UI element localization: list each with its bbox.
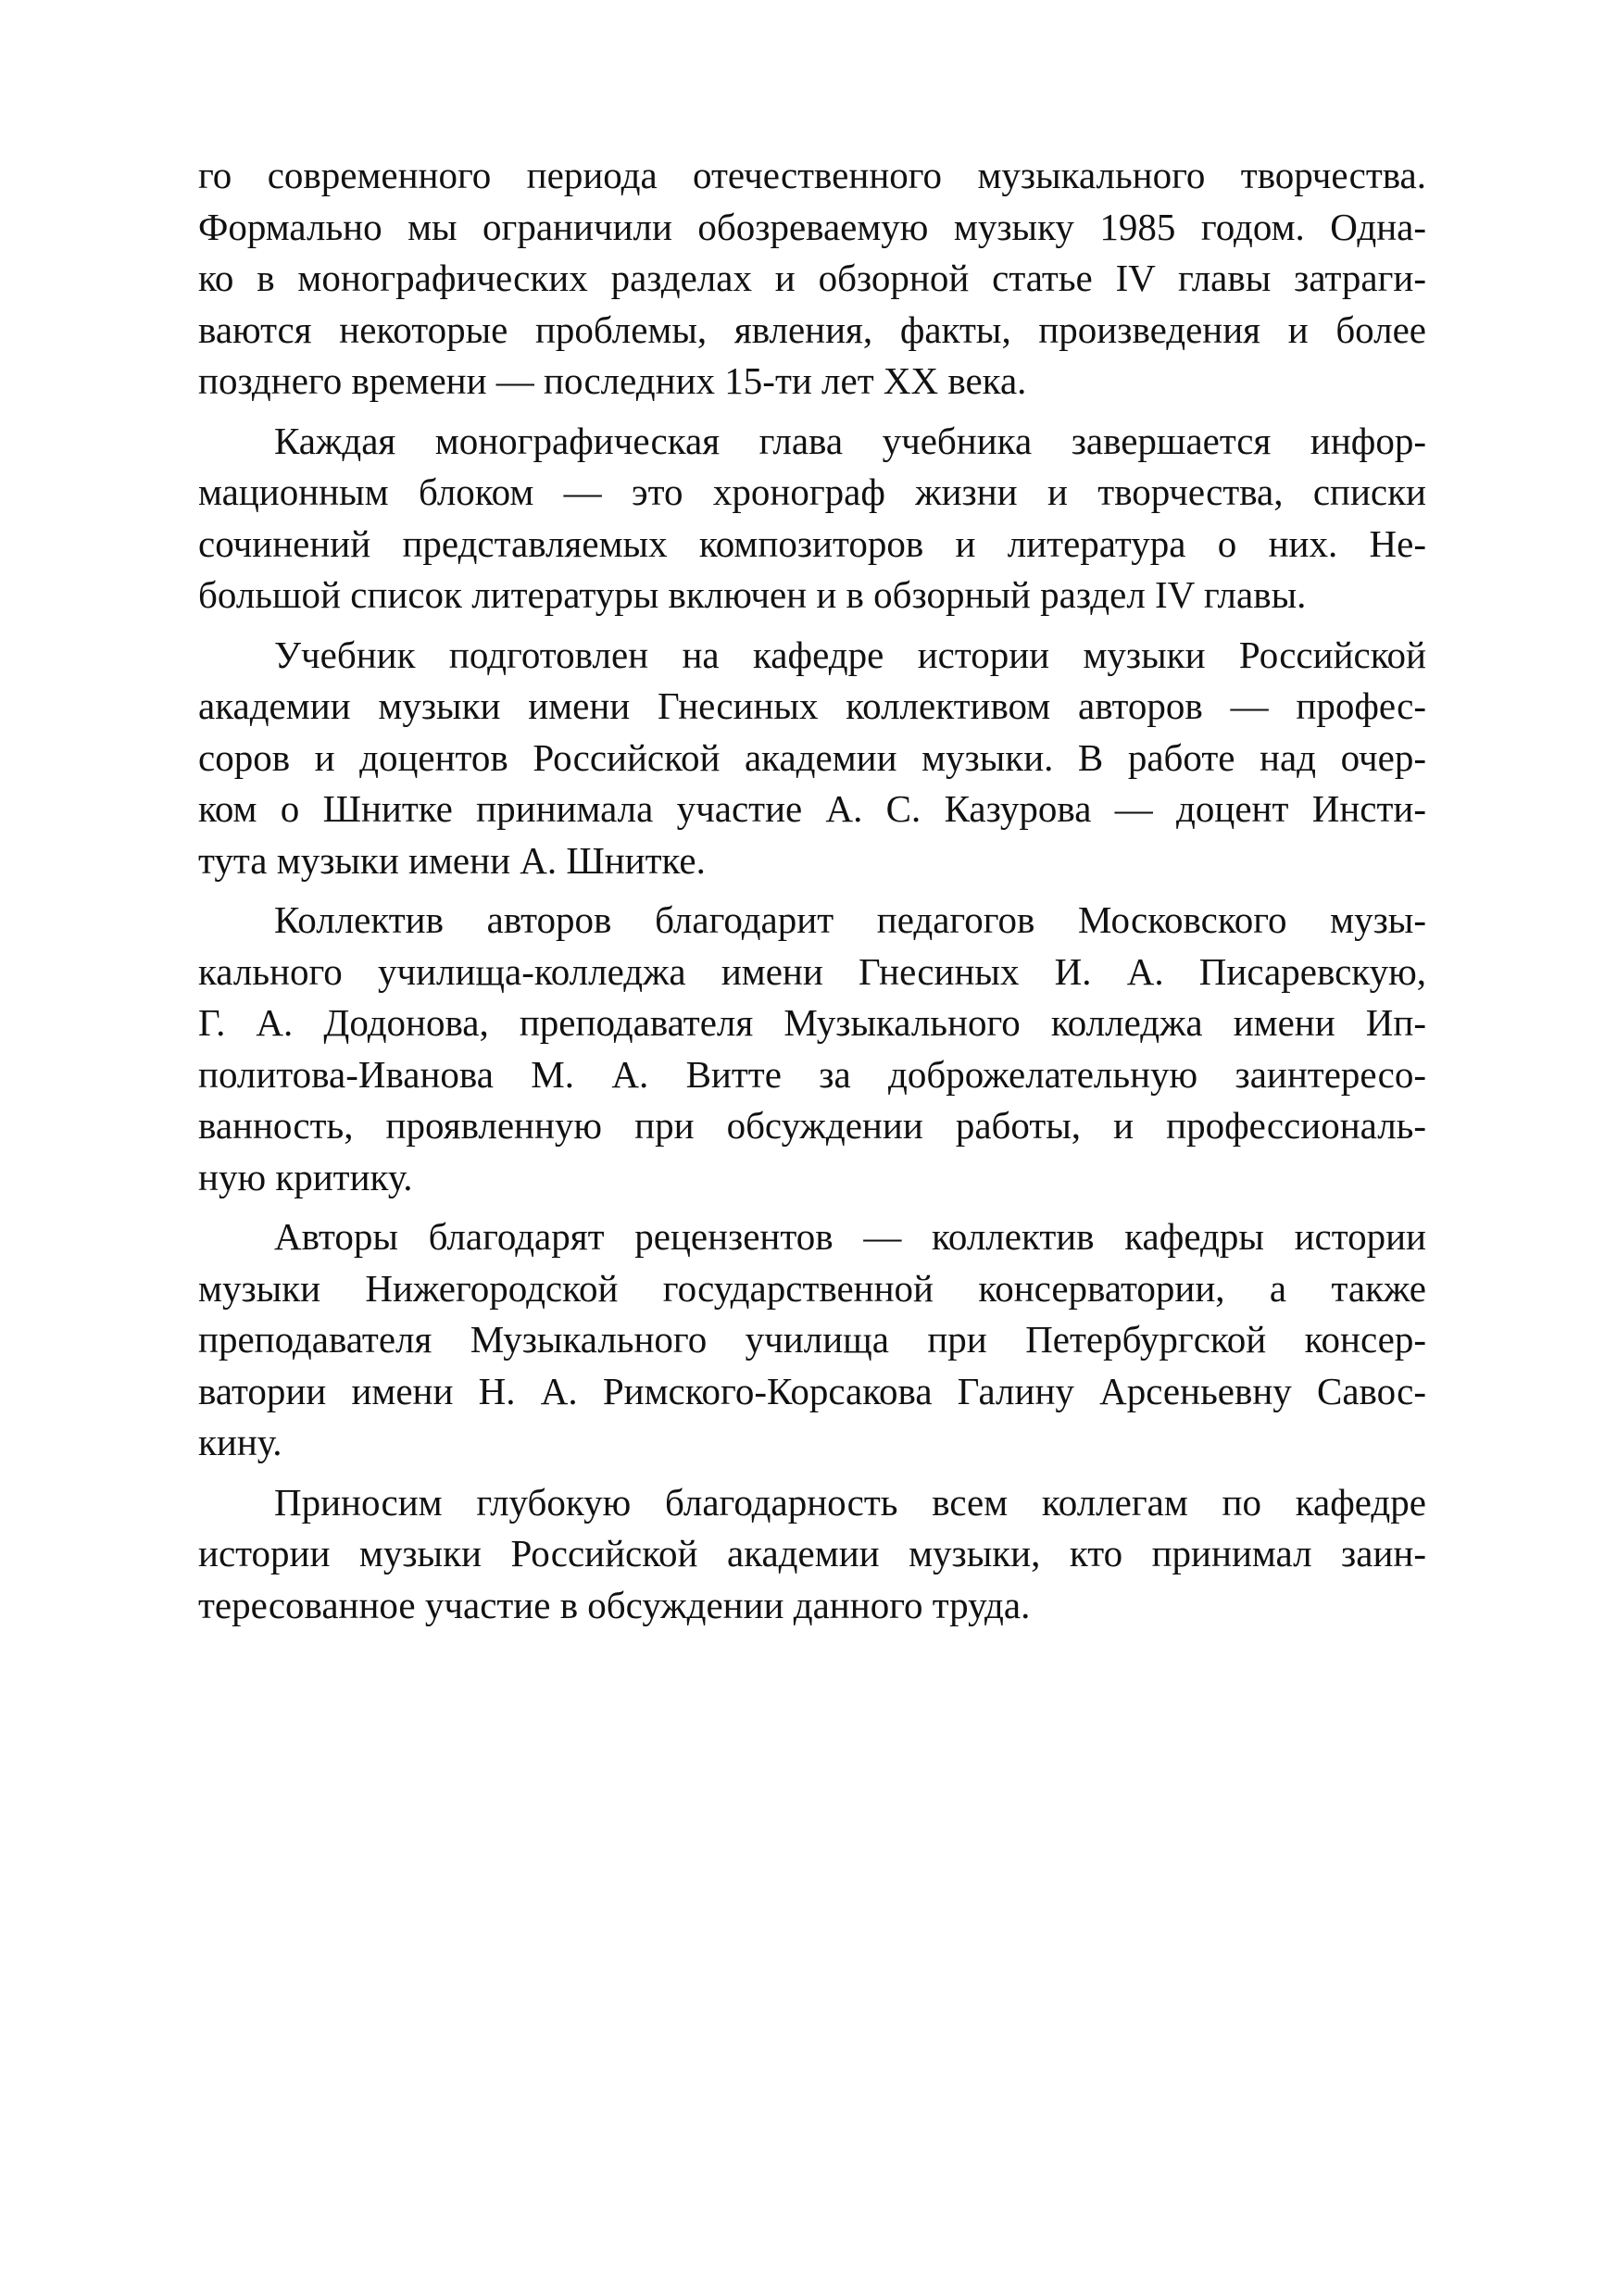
text-line: Учебник подготовлен на кафедре истории музыки Российской xyxy=(274,633,1426,676)
text-line: ванность, проявленную при обсуждении работы, и профессиональ- xyxy=(198,1104,1426,1147)
text-line: ко в монографических разделах и обзорной статье IV главы затраги- xyxy=(198,257,1426,299)
paragraph-info-block xyxy=(198,416,1426,621)
paragraph-thanks-colleagues xyxy=(198,1477,1426,1632)
text-line: позднего времени — последних 15-ти лет XX века. xyxy=(198,359,1027,402)
text-line: Коллектив авторов благодарит педагогов Московского музы- xyxy=(274,898,1426,941)
text-line: ватории имени Н. А. Римского-Корсакова Галину Арсеньевну Савос- xyxy=(198,1369,1426,1412)
paragraph-period xyxy=(198,150,1426,408)
text-line: преподавателя Музыкального училища при Петербургской консер- xyxy=(198,1318,1426,1361)
text-line: Каждая монографическая глава учебника завершается инфор- xyxy=(274,419,1426,462)
text-line: кину. xyxy=(198,1421,282,1463)
text-line: ную критику. xyxy=(198,1155,413,1198)
text-line: Г. А. Додонова, преподавателя Музыкального колледжа имени Ип- xyxy=(198,1001,1426,1044)
text-line: соров и доцентов Российской академии музыки. В работе над очер- xyxy=(198,735,1426,779)
text-line: Авторы благодарят рецензентов — коллектив кафедры истории xyxy=(274,1215,1426,1258)
text-line: го современного периода отечественного музыкального творчества. xyxy=(198,154,1426,196)
text-line: тересованное участие в обсуждении данного труда. xyxy=(198,1583,1031,1626)
text-line: музыки Нижегородской государственной консерватории, а также xyxy=(198,1266,1426,1310)
paragraph-authors xyxy=(198,630,1426,887)
page-body xyxy=(198,150,1426,1631)
text-line: кального училища-колледжа имени Гнесиных И. А. Писаревскую, xyxy=(198,949,1426,993)
text-line: истории музыки Российской академии музыки, кто принимал заин- xyxy=(198,1532,1426,1575)
paragraph-thanks-teachers xyxy=(198,895,1426,1203)
paragraph-thanks-reviewers xyxy=(198,1211,1426,1469)
text-line: Приносим глубокую благодарность всем коллегам по кафедре xyxy=(274,1480,1426,1524)
text-line: тута музыки имени А. Шнитке. xyxy=(198,838,706,882)
text-line: ком о Шнитке принимала участие А. С. Казурова — доцент Инсти- xyxy=(198,787,1426,830)
text-line: политова-Иванова М. А. Витте за доброжелательную заинтересо- xyxy=(198,1052,1426,1096)
text-line: мационным блоком — это хронограф жизни и творчества, списки xyxy=(198,470,1426,513)
text-line: академии музыки имени Гнесиных коллективом авторов — профес- xyxy=(198,684,1426,727)
text-line: ваются некоторые проблемы, явления, факты, произведения и более xyxy=(198,307,1426,351)
text-line: Формально мы ограничили обозреваемую музыку 1985 годом. Одна- xyxy=(198,205,1426,248)
text-line: сочинений представляемых композиторов и литература о них. Не- xyxy=(198,521,1426,565)
text-line: большой список литературы включен и в обзорный раздел IV главы. xyxy=(198,573,1307,616)
